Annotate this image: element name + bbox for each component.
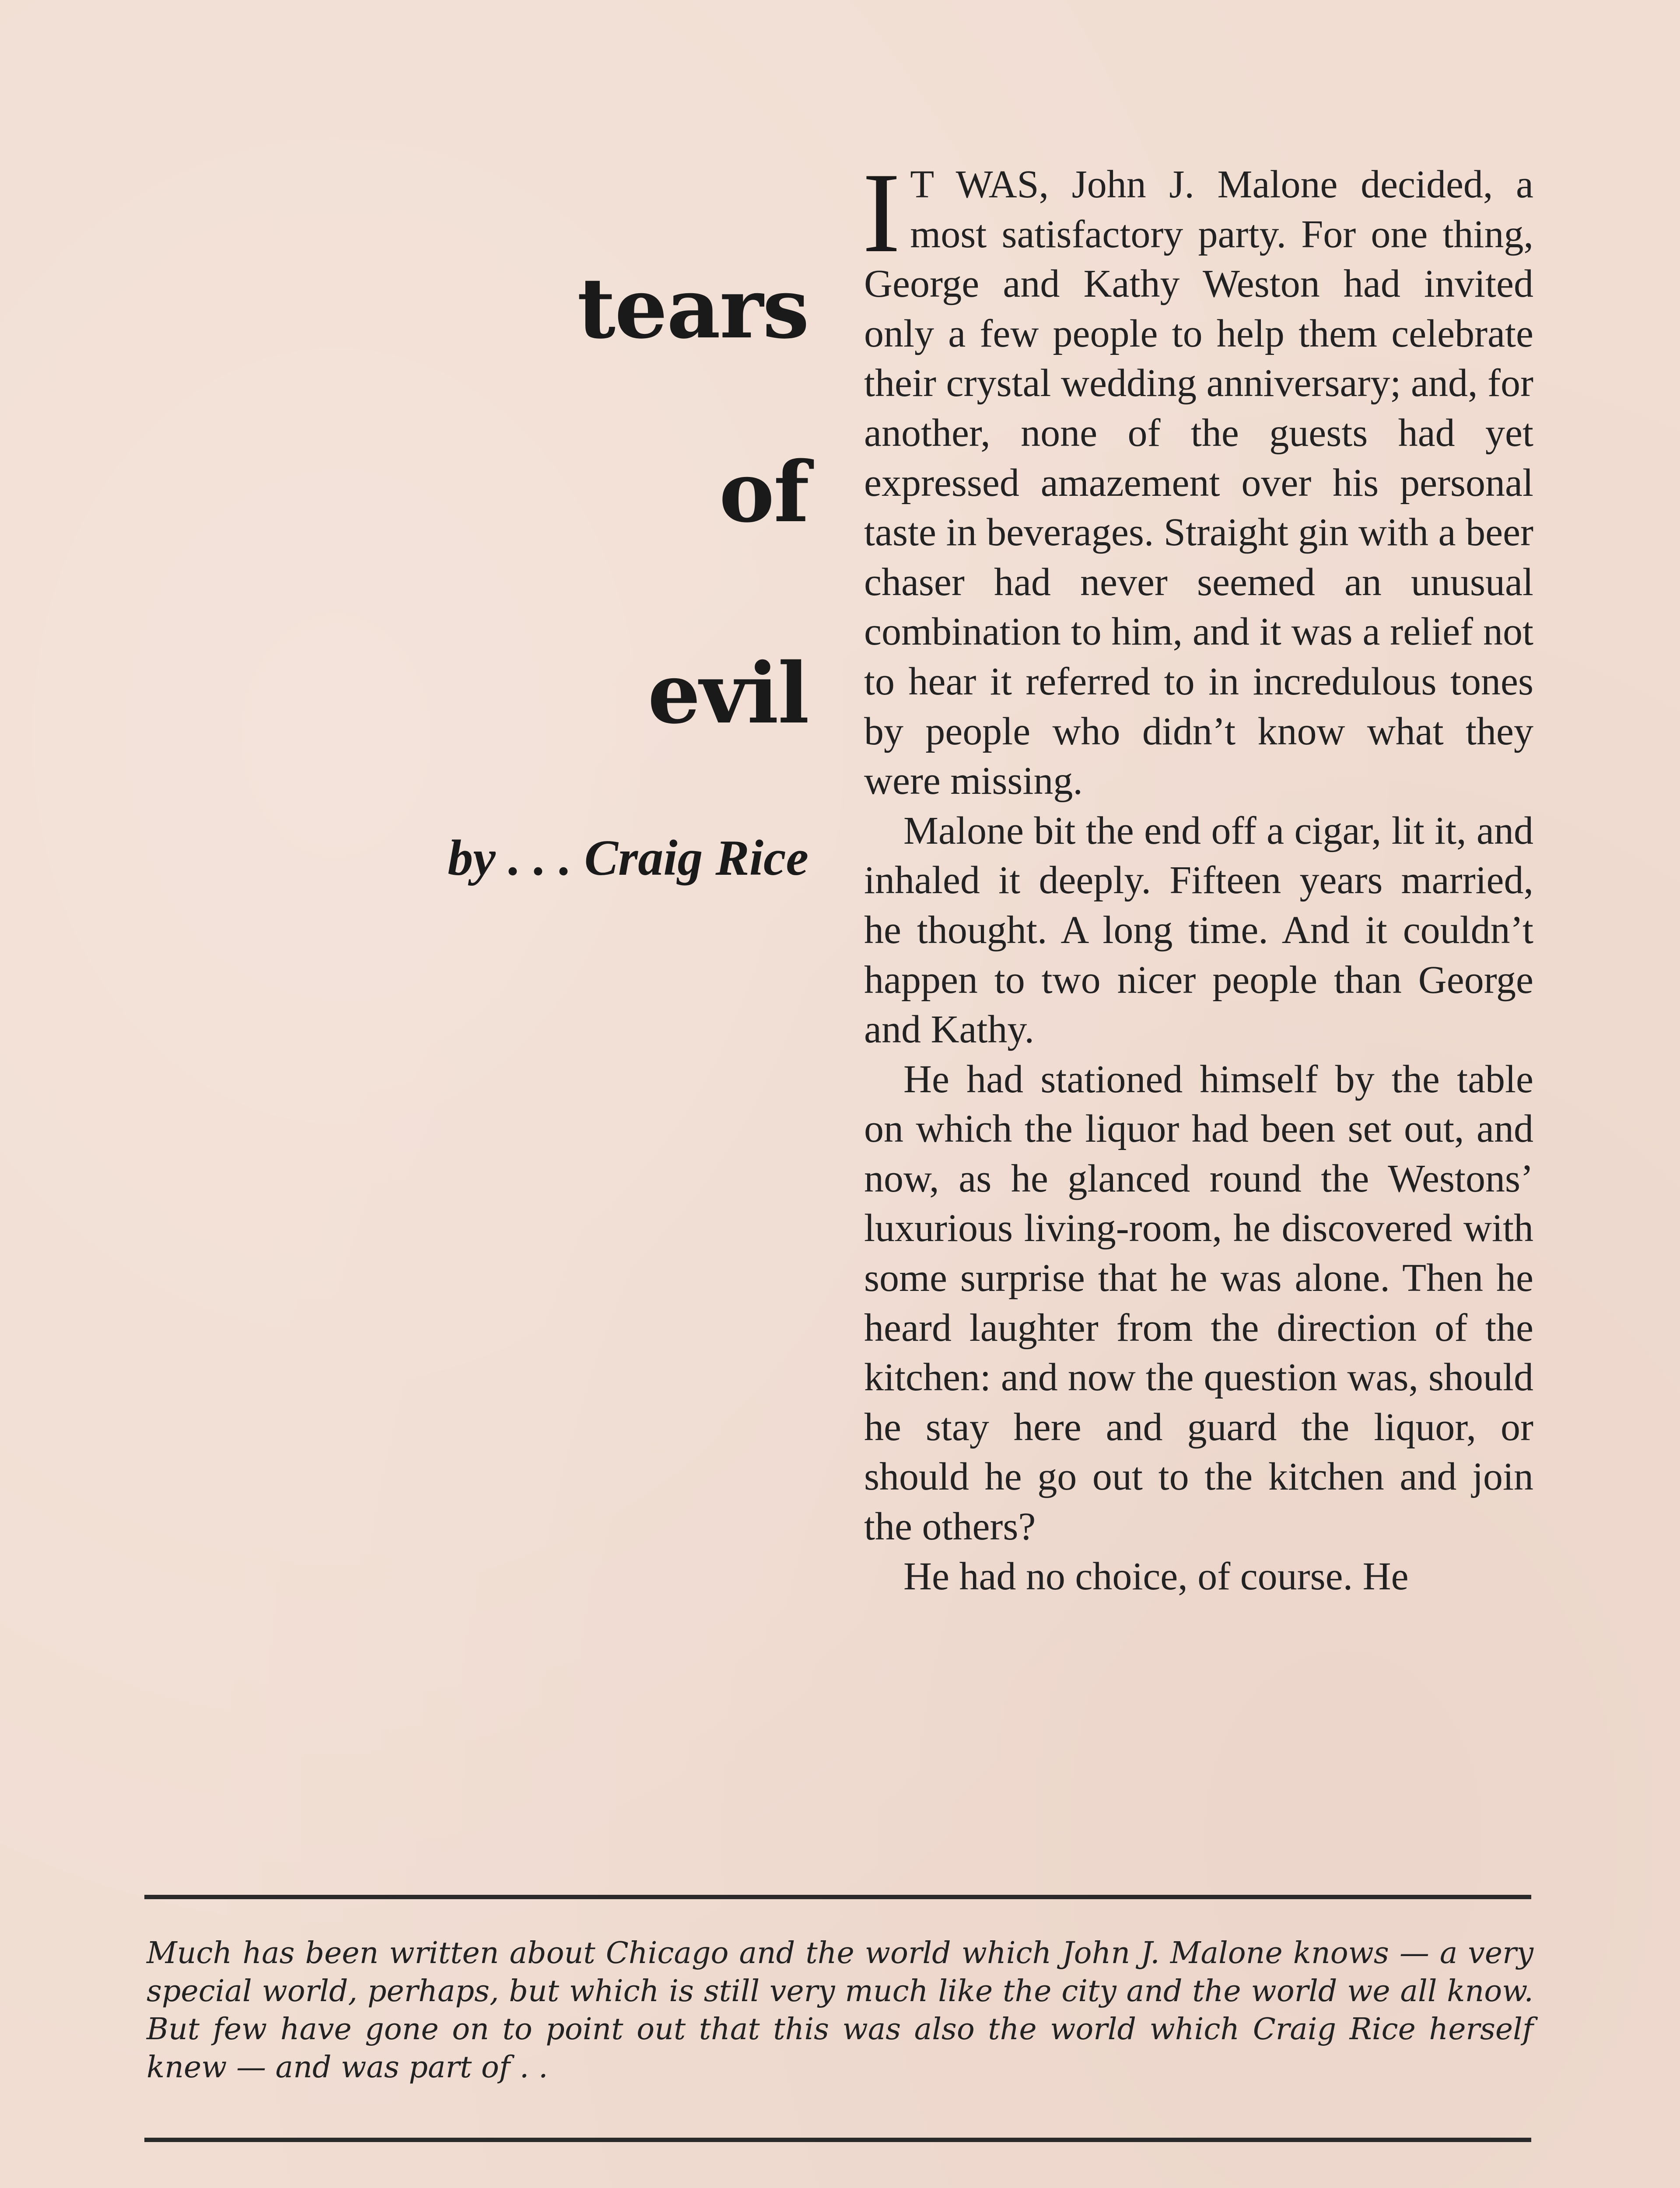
editorial-intro: Much has been written about Chicago and the world which John J. Malone knows — a very special world, perhaps, but which is still very much like the city and the world we all know. But few have gone on to point out that this was also the world which Craig Rice herself knew — and was part of . . xyxy=(147,1936,1533,2085)
bottom-divider-rule xyxy=(144,2138,1531,2142)
story-title-word-1: tears xyxy=(577,259,808,357)
story-body-column xyxy=(862,149,1533,1601)
body-paragraph-3: He had stationed himself by the table on which the liquor had been set out, and now, as he glanced round the Westons’ luxurious living-room, he discovered with some surprise that he was alone. Then he heard laughter from the direction of the kitchen: and now the question was, should he stay here and guard the liquor, or should he go out to the kitchen and join the others? xyxy=(864,1057,1533,1549)
author-byline: by . . . Craig Rice xyxy=(448,830,808,886)
body-paragraph-4: He had no choice, of course. He xyxy=(903,1554,1409,1598)
top-divider-rule xyxy=(144,1895,1531,1899)
story-title-word-2: of xyxy=(719,443,808,541)
body-paragraph-2: Malone bit the end off a cigar, lit it, and inhaled it deeply. Fifteen years married, he thought. A long time. And it couldn’t happen to two nicer people than George and Kathy. xyxy=(864,809,1533,1052)
body-paragraph-1-text: T WAS, John J. Malone decided, a most satisfactory party. For one thing, George and Kathy Weston had invited only a few people to help them celebrate their crystal wedding anniversary; and, for another, none of the guests had yet expressed amazement over his personal taste in beverages. Straight gin with a beer chaser had never seemed an unusual combination to him, and it was a relief not to hear it referred to in incredulous tones by people who didn’t know what they were missing. xyxy=(864,163,1533,803)
story-title-word-3: evil xyxy=(648,645,808,742)
drop-cap: I xyxy=(862,149,901,276)
body-paragraph-1 xyxy=(862,149,1533,806)
